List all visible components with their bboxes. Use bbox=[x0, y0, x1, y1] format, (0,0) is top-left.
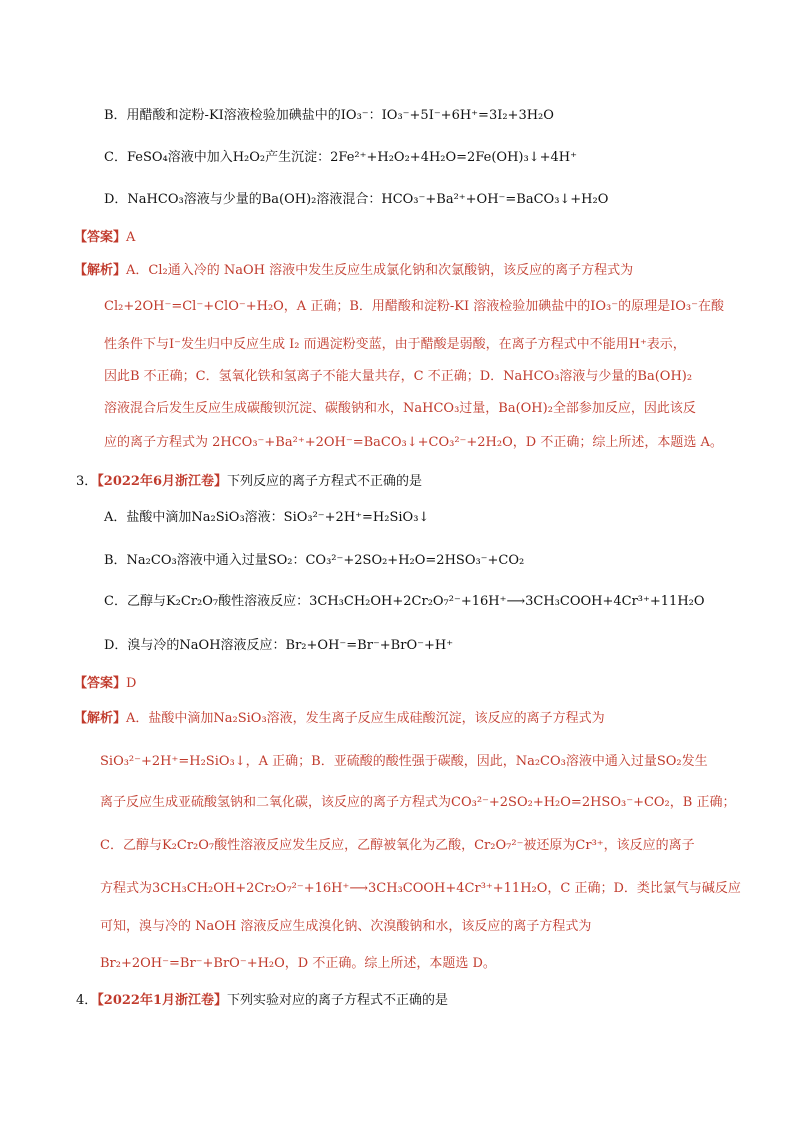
answer-label: 【答案】 bbox=[74, 676, 127, 691]
q3-analysis-line-2: SiO₃²⁻+2H⁺=H₂SiO₃↓，A 正确；B．亚硫酸的酸性强于碳酸，因此，Na₂CO₃溶液中通入过量SO₂发生 bbox=[100, 754, 708, 769]
q2-answer bbox=[74, 228, 135, 248]
q4-source: 【2022年1月浙江卷】 bbox=[97, 993, 228, 1008]
q3-analysis-line-4: C．乙醇与K₂Cr₂O₇酸性溶液反应发生反应，乙醇被氧化为乙酸，Cr₂O₇²⁻被还原为Cr³⁺，该反应的离子 bbox=[100, 838, 695, 853]
q3-analysis-line-6: 可知，溴与冷的 NaOH 溶液反应生成溴化钠、次溴酸钠和水，该反应的离子方程式为 bbox=[100, 919, 592, 934]
analysis-label: 【解析】 bbox=[74, 263, 127, 278]
q2-option-d: D．NaHCO₃溶液与少量的Ba(OH)₂溶液混合：HCO₃⁻+Ba²⁺+OH⁻=BaCO₃↓+H₂O bbox=[104, 192, 609, 207]
q2-analysis-line-4: 因此B 不正确；C．氢氧化铁和氢离子不能大量共存，C 不正确；D．NaHCO₃溶液与少量的Ba(OH)₂ bbox=[104, 369, 693, 384]
q3-answer bbox=[74, 674, 136, 694]
answer-value: A bbox=[126, 230, 136, 245]
analysis-label: 【解析】 bbox=[74, 711, 127, 726]
q2-option-b: B．用醋酸和淀粉-KI溶液检验加碘盐中的IO₃⁻：IO₃⁻+5I⁻+6H⁺=3I₂+3H₂O bbox=[104, 108, 554, 123]
q2-analysis-line-3: 性条件下与I⁻发生归中反应生成 I₂ 而遇淀粉变蓝，由于醋酸是弱酸，在离子方程式中不能用H⁺表示， bbox=[104, 337, 686, 352]
q4-question: 下列实验对应的离子方程式不正确的是 bbox=[227, 993, 449, 1008]
answer-value: D bbox=[126, 676, 137, 691]
q3-number: 3． bbox=[76, 474, 98, 489]
q3-analysis-line-7: Br₂+2OH⁻=Br⁻+BrO⁻+H₂O，D 不正确。综上所述，本题选 D。 bbox=[100, 956, 496, 971]
q3-option-b: B．Na₂CO₃溶液中通入过量SO₂：CO₃²⁻+2SO₂+H₂O=2HSO₃⁻+CO₂ bbox=[104, 553, 525, 568]
q4-stem bbox=[76, 991, 448, 1011]
q2-option-c: C．FeSO₄溶液中加入H₂O₂产生沉淀：2Fe²⁺+H₂O₂+4H₂O=2Fe(OH)₃↓+4H⁺ bbox=[104, 150, 577, 165]
q3-option-c: C．乙醇与K₂Cr₂O₇酸性溶液反应：3CH₃CH₂OH+2Cr₂O₇²⁻+16H⁺⟶3CH₃COOH+4Cr³⁺+11H₂O bbox=[104, 594, 705, 609]
q2-analysis-line-2: Cl₂+2OH⁻=Cl⁻+ClO⁻+H₂O，A 正确；B．用醋酸和淀粉-KI 溶液检验加碘盐中的IO₃⁻的原理是IO₃⁻在酸 bbox=[104, 299, 724, 314]
q2-analysis-line-1: 【解析】A．Cl₂通入冷的 NaOH 溶液中发生反应生成氯化钠和次氯酸钠，该反应的离子方程式为 bbox=[74, 263, 634, 278]
q3-stem bbox=[76, 472, 422, 492]
answer-label: 【答案】 bbox=[74, 230, 127, 245]
q3-question: 下列反应的离子方程式不正确的是 bbox=[227, 474, 423, 489]
q3-option-a: A．盐酸中滴加Na₂SiO₃溶液：SiO₃²⁻+2H⁺=H₂SiO₃↓ bbox=[104, 510, 430, 525]
q3-analysis-line-1: 【解析】A．盐酸中滴加Na₂SiO₃溶液，发生离子反应生成硅酸沉淀，该反应的离子方程式为 bbox=[74, 711, 605, 726]
q3-source: 【2022年6月浙江卷】 bbox=[97, 474, 228, 489]
q3-analysis-line-5: 方程式为3CH₃CH₂OH+2Cr₂O₇²⁻+16H⁺⟶3CH₃COOH+4Cr³⁺+11H₂O，C 正确；D．类比氯气与碱反应 bbox=[100, 881, 741, 896]
q3-analysis-line-3: 离子反应生成亚硫酸氢钠和二氧化碳，该反应的离子方程式为CO₃²⁻+2SO₂+H₂O=2HSO₃⁻+CO₂，B 正确； bbox=[100, 795, 736, 810]
q2-analysis-line-6: 应的离子方程式为 2HCO₃⁻+Ba²⁺+2OH⁻=BaCO₃↓+CO₃²⁻+2H₂O，D 不正确；综上所述，本题选 A。 bbox=[104, 435, 723, 450]
q2-analysis-line-5: 溶液混合后发生反应生成碳酸钡沉淀、碳酸钠和水，NaHCO₃过量，Ba(OH)₂全部参加反应，因此该反 bbox=[104, 401, 696, 416]
q4-number: 4． bbox=[76, 993, 98, 1008]
q3-option-d: D．溴与冷的NaOH溶液反应：Br₂+OH⁻=Br⁻+BrO⁻+H⁺ bbox=[104, 638, 454, 653]
